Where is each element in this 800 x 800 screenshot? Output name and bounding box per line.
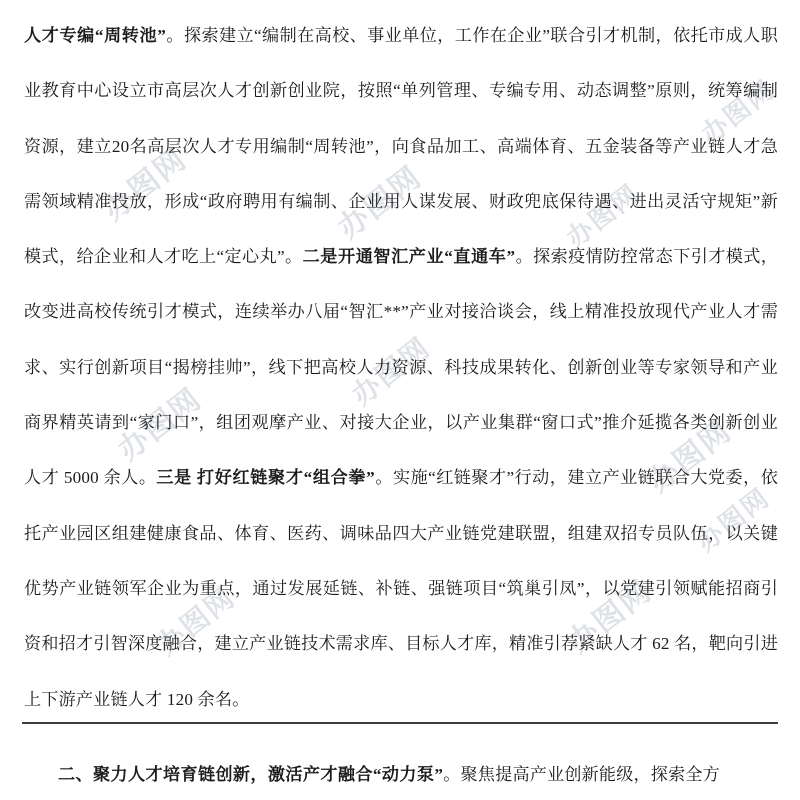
watermark-text: 办图网 <box>641 413 739 501</box>
watermark-text: 办图网 <box>111 381 209 469</box>
section-heading-body: 。聚焦提高产业创新能级，探索全方 <box>443 765 720 784</box>
emphasis-run: 二是开通智汇产业“直通车” <box>302 247 516 267</box>
next-page-section <box>0 755 800 795</box>
watermark-text: 办图网 <box>691 482 776 559</box>
watermark-text: 办图网 <box>150 580 242 662</box>
text-run: 。探索建立“编制在高校、事业单位，工作在企业”联合引才机制，依托市成人职业教育中心设立市高层次人才创新创业院，按照“单列管理、专编专用、动态调整”原则，统筹编制资源，建立20名高层次人才专用编制“周转池”，向食品加工、高端体育、五金装备等产业链人才急需领域精准投放，形成“政府聘用有编制、企业用人谋发展、财政兜底保待遇、进出灵活守规矩”新模式，给企业和人才吃上“定心丸”。 <box>24 26 778 267</box>
watermark-text: 办图网 <box>561 178 646 255</box>
text-run: 。实施“红链聚才”行动，建立产业链联合大党委，依托产业园区组建健康食品、体育、医药、调味品四大产业链党建联盟，组建双招专员队伍，以关键优势产业链领军企业为重点，通过发展延链、补链、强链项目“筑巢引凤”，以党建引领赋能招商引资和招才引智深度融合，建立产业链技术需求库、目标人才库，精准引荐紧缺人才 62 名，靶向引进上下游产业链人才 120 余名。 <box>24 468 779 709</box>
watermark-text: 办图网 <box>331 159 429 247</box>
watermark-text: 办图网 <box>696 74 781 151</box>
text-run: 。探索疫情防控常态下引才模式，改变进高校传统引才模式，连续举办八届“智汇**”产业对接洽谈会，线上精准投放现代产业人才需求、实行创新项目“揭榜挂帅”，线下把高校人力资源、科技成果转化、创新创业等专家领导和产业商界精英请到“家门口”，组团观摩产业、对接大企业，以产业集群“窗口式”推介延揽各类创新创业人才 5000 余人。 <box>24 247 779 488</box>
page-break-separator <box>22 722 778 724</box>
emphasis-run: 人才专编“周转池” <box>24 26 167 45</box>
watermark-text: 办图网 <box>345 330 437 412</box>
section-heading-title: 二、聚力人才培育链创新，激活产才融合“动力泵” <box>58 765 444 784</box>
emphasis-run: 三是 打好红链聚才“组合拳” <box>156 468 376 488</box>
watermark-text: 办图网 <box>96 141 194 229</box>
watermark-text: 办图网 <box>561 573 659 661</box>
section-heading <box>0 755 800 795</box>
